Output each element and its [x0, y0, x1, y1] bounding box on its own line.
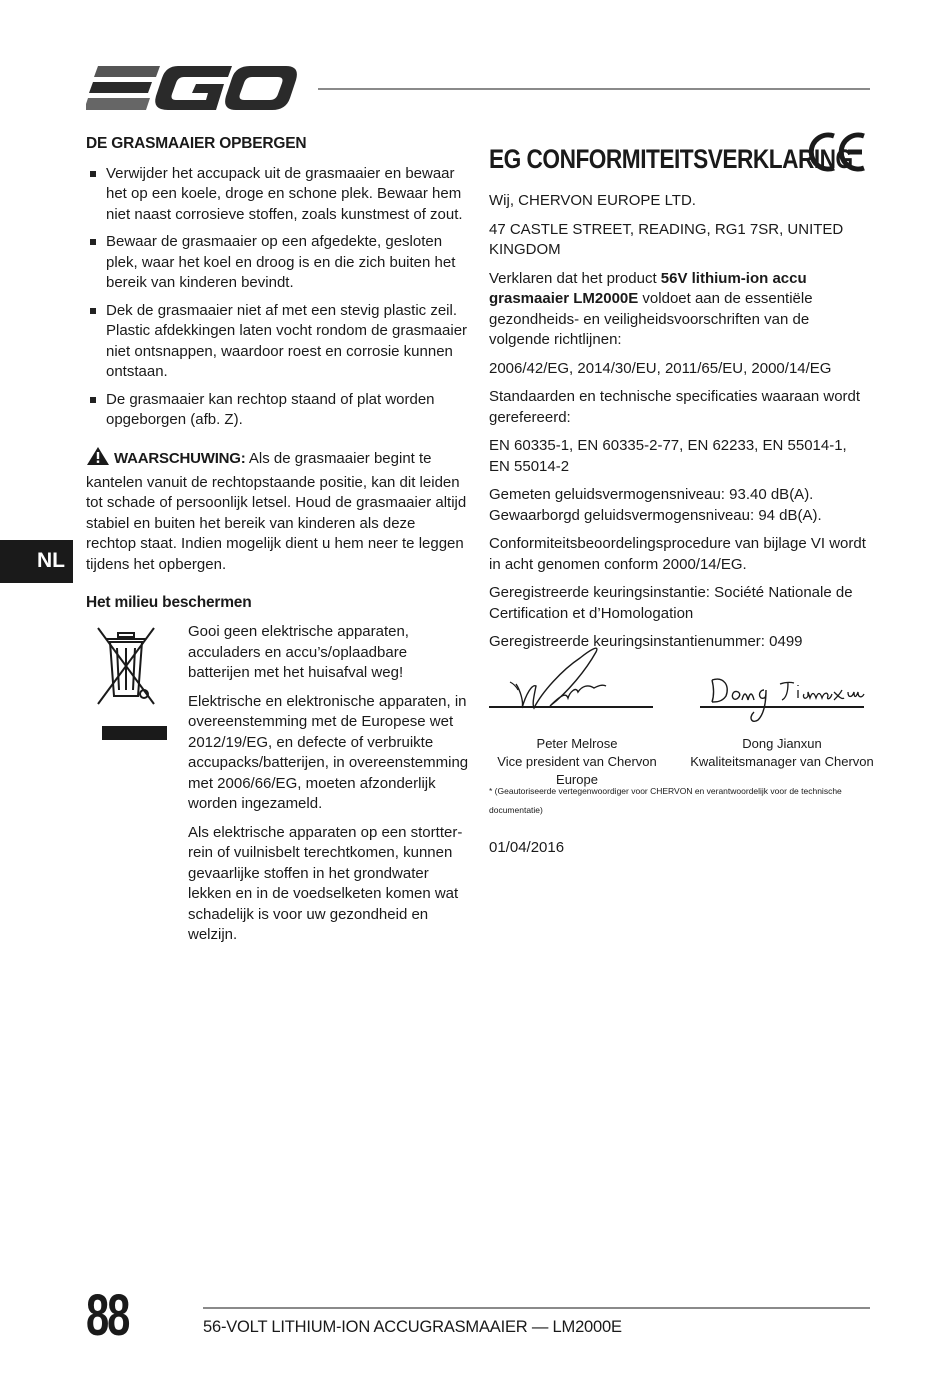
warning-text: Als de grasmaaier begint te kantelen vanuit de rechtopstaande positie, kan dit leiden tot schade of persoonlijk letsel. Houd de grasmaaier altijd stabiel en buiten het bereik van kinderen als deze rechtop staat. Indien mogelijk dient u hem neer te leggen tijdens het opbergen.: [86, 450, 467, 573]
language-tab: [0, 540, 73, 583]
warning-triangle-icon: [86, 446, 110, 473]
bullet-icon: [90, 239, 96, 245]
declaration-standards-intro: Standaarden en technische specificaties waaraan wordt gerefereerd:: [489, 388, 861, 426]
footer-rule: [203, 1307, 870, 1309]
signature-line-1: [489, 706, 653, 708]
declaration-notified-number: Geregistreerde keuringsinstantienummer: 0499: [489, 633, 803, 650]
declaration-body: [489, 191, 871, 661]
ce-mark: [808, 130, 868, 174]
signature-dong-jianxun: [706, 668, 866, 728]
declaration-date: 01/04/2016: [489, 839, 565, 856]
weee-bar: [102, 726, 167, 740]
signer-2-role: Kwaliteitsmanager van Chervon: [690, 754, 874, 769]
footnote: * (Geautoriseerde vertegenwoordiger voor CHERVON en verantwoordelijk voor de technische documentatie): [489, 786, 842, 815]
declaration-product: Verklaren dat het product 56V lithium-ion accu grasmaaier LM2000E voldoet aan de essentiële gezondheids- en veiligheidsvoorschriften van de volgende richtlijnen:: [489, 269, 813, 348]
declaration-company: Wij, CHERVON EUROPE LTD.: [489, 192, 696, 209]
declaration-address: 47 CASTLE STREET, READING, RG1 7SR, UNITED KINGDOM: [489, 220, 844, 258]
bullet-icon: [90, 308, 96, 314]
signer-1: [484, 735, 670, 789]
declaration-notified-body: Geregistreerde keuringsinstantie: Société Nationale de Certification et d’Homologation: [489, 584, 853, 622]
ego-logo: [86, 64, 298, 112]
storage-list: [86, 164, 468, 431]
crossed-bin-icon: [94, 624, 158, 710]
warning-block: [86, 446, 468, 575]
signer-2: [688, 735, 876, 771]
list-item: Dek de grasmaaier niet af met een stevig plastic zeil. Plastic afdekkingen laten vocht rondom de grasmaaier niet ontsnappen, waardoor roest en corrosie kunnen ontstaan.: [86, 301, 468, 383]
language-tab-label: NL: [37, 549, 65, 572]
declaration-procedure: Conformiteitsbeoordelingsprocedure van bijlage VI wordt in acht genomen conform 2000/14/EG.: [489, 535, 866, 573]
declaration-standards: EN 60335-1, EN 60335-2-77, EN 62233, EN 55014-1, EN 55014-2: [489, 437, 847, 475]
list-item: De grasmaaier kan rechtop staand of plat worden opgeborgen (afb. Z).: [86, 390, 468, 431]
env-paragraph: Gooi geen elektrische apparaten, acculaders en accu’s/oplaadbare batterijen met het huisafval weg!: [188, 623, 409, 681]
environment-section: [86, 593, 468, 614]
environment-text: [188, 622, 470, 954]
declaration-title: EG CONFORMITEITSVERKLARING: [489, 144, 853, 174]
bullet-icon: [90, 171, 96, 177]
signature-peter-melrose: [496, 640, 646, 710]
storage-section: [86, 134, 468, 438]
declaration-directives: 2006/42/EG, 2014/30/EU, 2011/65/EU, 2000/14/EG: [489, 359, 832, 377]
signer-1-name: Peter Melrose: [536, 736, 618, 751]
footer-title: 56-VOLT LITHIUM-ION ACCUGRASMAAIER — LM2000E: [203, 1318, 622, 1336]
bullet-icon: [90, 397, 96, 403]
signer-1-role: Vice president van Chervon Europe: [497, 754, 657, 787]
warning-label: WAARSCHUWING:: [114, 450, 246, 467]
declaration-title-wrap: [489, 144, 853, 175]
env-paragraph: Als elektrische apparaten op een stortter-rein of vuilnisbelt terechtkomen, kunnen gevaarlijke stoffen in het grondwater lekken en in de voedselketen komen wat schadelijk is voor uw gezondheid en welzijn.: [188, 823, 463, 943]
env-paragraph: Elektrische en elektronische apparaten, in overeenstemming met de Europese wet 2012/19/EG, en defecte of verbruikte accupacks/batterijen, in overeenstemming met 2006/66/EG, moeten afzonderlijk worden ingezameld.: [188, 692, 469, 812]
list-item: Verwijder het accupack uit de grasmaaier en bewaar het op een koele, droge en schone plek. Bewaar hem niet naast corrosieve stoffen, zoals kunstmest of zout.: [86, 164, 468, 226]
storage-title: DE GRASMAAIER OPBERGEN: [86, 135, 307, 152]
signer-2-name: Dong Jianxun: [742, 736, 822, 751]
declaration-noise: Gemeten geluidsvermogensniveau: 93.40 dB(A). Gewaarborgd geluidsvermogensniveau: 94 dB(A).: [489, 486, 822, 524]
page-number: 88: [86, 1283, 129, 1348]
signature-line-2: [700, 706, 864, 708]
header-rule: [318, 88, 870, 90]
environment-title: Het milieu beschermen: [86, 594, 252, 611]
list-item: Bewaar de grasmaaier op een afgedekte, gesloten plek, waar het koel en droog is en die zich buiten het bereik van kinderen bevindt.: [86, 232, 468, 294]
